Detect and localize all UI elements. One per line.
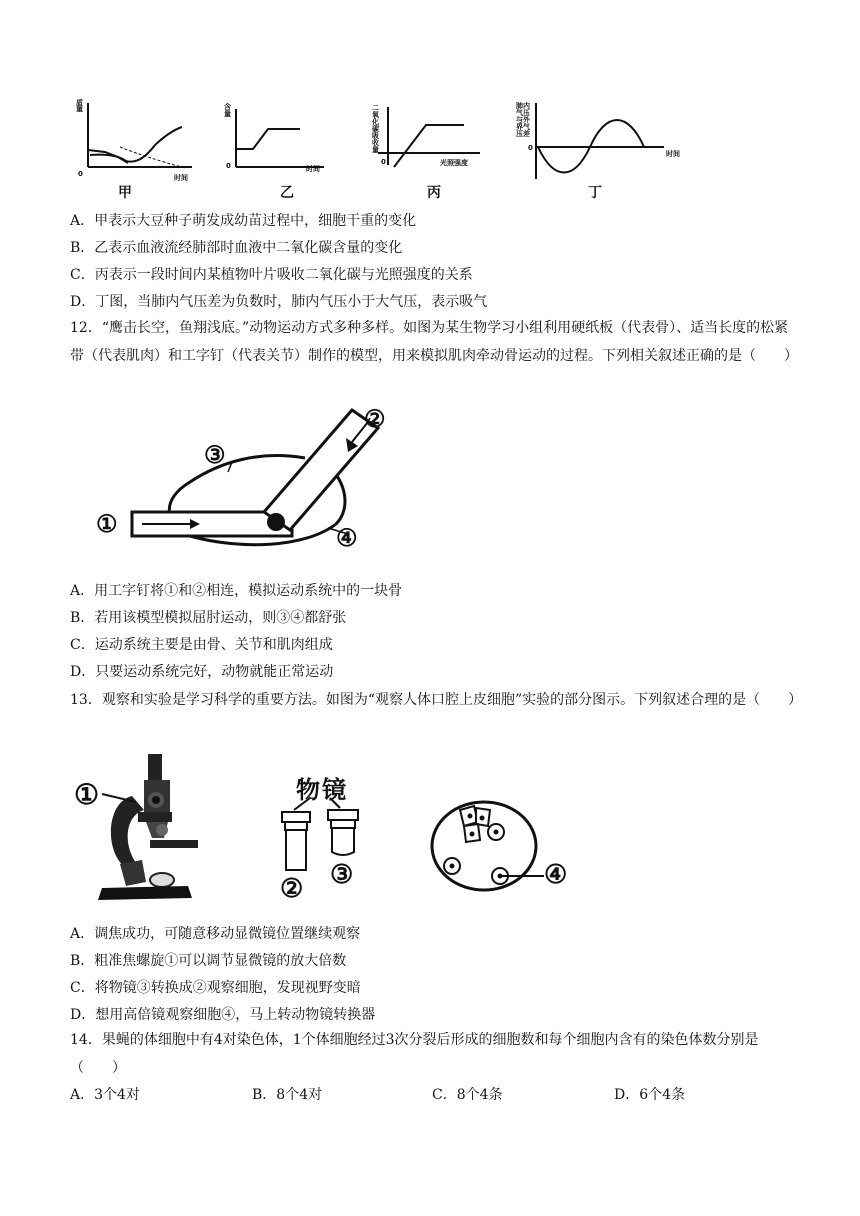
- q12-option-a: A．用工字钉将①和②相连，模拟运动系统中的一块骨: [70, 583, 403, 599]
- graph-ding-origin: 0: [528, 144, 533, 152]
- q13-option-c: C．将物镜③转换成②观察细胞，发现视野变暗: [70, 980, 361, 996]
- microscope-label-1: ①: [74, 778, 100, 811]
- q13-stem: 13．观察和实验是学习科学的重要方法。如图为“观察人体口腔上皮细胞”实验的部分图示。下列叙述合理的是（ ）: [70, 692, 803, 708]
- q14-option-b: B．8个4对: [252, 1087, 323, 1103]
- q12-stem: 12．“鹰击长空，鱼翔浅底。”动物运动方式多种多样。如图为某生物学习小组利用硬纸板（代表骨）、适当长度的松紧带（代表肌肉）和工字钉（代表关节）制作的模型，用来模拟肌肉牵动骨运动的过程。下列相关叙述正确的是（ ）: [70, 320, 798, 364]
- graphs-figure: [60, 95, 700, 200]
- q12-option-c: C．运动系统主要是由骨、关节和肌肉组成: [70, 637, 333, 653]
- graph-yi-x-axis: 时间: [306, 165, 320, 173]
- graph-jia-label: 甲: [118, 185, 132, 201]
- q12-option-b: B．若用该模型模拟屈肘运动，则③④都舒张: [70, 610, 347, 626]
- graph-yi-y-axis: 含量: [224, 103, 231, 118]
- field-of-view-figure: [426, 796, 550, 896]
- graph-jia: [88, 103, 192, 168]
- objective-label-3: ③: [330, 860, 354, 890]
- graph-yi: [236, 109, 324, 167]
- graph-jia-y-axis: 质量: [76, 99, 83, 113]
- q13-option-d: D．想用高倍镜观察细胞④，马上转动物镜转换器: [70, 1007, 376, 1023]
- graph-yi-origin: 0: [226, 162, 231, 170]
- q14-option-a: A．3个4对: [70, 1087, 140, 1103]
- graph-bing-label: 丙: [427, 185, 441, 201]
- q14-option-d: D．6个4条: [614, 1087, 686, 1103]
- q11-option-b: B．乙表示血液流经肺部时血液中二氧化碳含量的变化: [70, 240, 403, 256]
- q14-option-c: C．8个4条: [432, 1087, 503, 1103]
- graph-yi-label: 乙: [280, 185, 294, 201]
- model-label-2: ②: [364, 404, 386, 433]
- objective-label-2: ②: [280, 874, 304, 904]
- q13-option-a: A．调焦成功，可随意移动显微镜位置继续观察: [70, 926, 361, 942]
- muscle-bone-model-figure: [90, 400, 410, 565]
- graph-bing-origin: 0: [381, 158, 386, 166]
- model-label-3: ③: [204, 440, 226, 469]
- graph-ding-label: 丁: [588, 185, 602, 201]
- graph-ding-y-axis: 肺内气压与外界气压差: [516, 102, 530, 138]
- graph-bing-y-axis: 二氧化碳吸收量: [372, 104, 379, 154]
- microscope-figure: [70, 752, 210, 904]
- q11-option-a: A．甲表示大豆种子萌发成幼苗过程中，细胞干重的变化: [70, 213, 417, 229]
- q13-option-b: B．粗准焦螺旋①可以调节显微镜的放大倍数: [70, 953, 347, 969]
- model-label-1: ①: [96, 509, 118, 538]
- model-label-4: ④: [336, 523, 358, 552]
- graph-jia-origin: 0: [78, 170, 83, 178]
- q12-option-d: D．只要运动系统完好，动物就能正常运动: [70, 664, 334, 680]
- graph-ding-x-axis: 时间: [666, 150, 680, 158]
- graph-bing-x-axis: 光照强度: [440, 159, 468, 167]
- cell-label-4: ④: [544, 860, 568, 890]
- q11-option-c: C．丙表示一段时间内某植物叶片吸收二氧化碳与光照强度的关系: [70, 267, 473, 283]
- graph-jia-x-axis: 时间: [174, 174, 188, 182]
- graph-ding: [536, 103, 664, 179]
- q14-stem: 14．果蝇的体细胞中有4对染色体，1个体细胞经过3次分裂后形成的细胞数和每个细胞内含有的染色体数分别是（ ）: [70, 1032, 759, 1076]
- q11-option-d: D．丁图，当肺内气压差为负数时，肺内气压小于大气压，表示吸气: [70, 294, 488, 310]
- objective-title: 物镜: [296, 775, 348, 804]
